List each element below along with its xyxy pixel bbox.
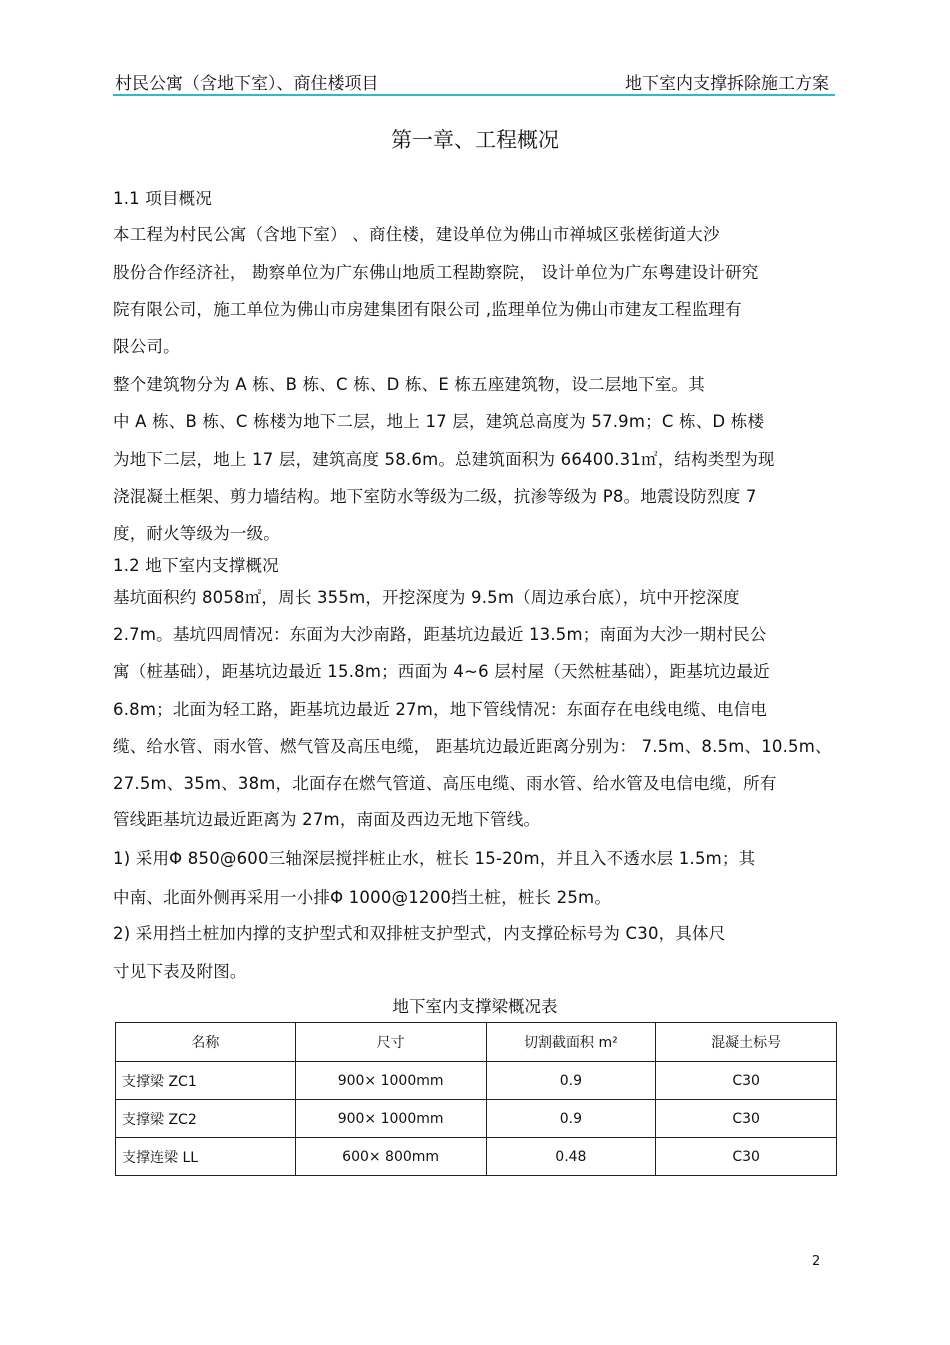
table-cell: C30 (656, 1100, 837, 1138)
table-cell: 0.9 (486, 1062, 656, 1100)
table-row (116, 1100, 837, 1138)
table-cell: 支撑梁 ZC2 (116, 1100, 296, 1138)
header-document-name: 地下室内支撑拆除施工方案 (625, 74, 829, 94)
table-cell: 600× 800mm (295, 1138, 486, 1176)
paragraph-line: 院有限公司，施工单位为佛山市房建集团有限公司 ,监理单位为佛山市建友工程监理有 (113, 300, 742, 319)
table-cell: C30 (656, 1138, 837, 1176)
paragraph-line: 股份合作经济社， 勘察单位为广东佛山地质工程勘察院， 设计单位为广东粤建设计研究 (113, 263, 759, 282)
table-cell: 900× 1000mm (295, 1062, 486, 1100)
table-row (116, 1062, 837, 1100)
paragraph-line: 27.5m、35m、38m，北面存在燃气管道、高压电缆、雨水管、给水管及电信电缆，所有 (113, 774, 777, 793)
paragraph-line: 寸见下表及附图。 (113, 962, 247, 981)
paragraph-line: 寓（桩基础），距基坑边最近 15.8m；西面为 4~6 层村屋（天然桩基础），距基坑边最近 (113, 662, 770, 681)
col-header-name: 名称 (116, 1023, 296, 1062)
paragraph-line: 本工程为村民公寓（含地下室） 、商住楼，建设单位为佛山市禅城区张槎街道大沙 (113, 225, 720, 244)
paragraph-line: 浇混凝土框架、剪力墙结构。地下室防水等级为二级，抗渗等级为 P8。地震设防烈度 7 (113, 487, 757, 506)
paragraph-line: 为地下二层，地上 17 层，建筑高度 58.6m。总建筑面积为 66400.31㎡，结构类型为现 (113, 450, 775, 469)
table-cell: 900× 1000mm (295, 1100, 486, 1138)
paragraph-line: 1) 采用Φ 850@600三轴深层搅拌桩止水，桩长 15-20m，并且入不透水层 1.5m；其 (113, 849, 756, 868)
paragraph-line: 6.8m；北面为轻工路，距基坑边最近 27m，地下管线情况：东面存在电线电缆、电信电 (113, 700, 768, 719)
paragraph-line: 整个建筑物分为 A 栋、B 栋、C 栋、D 栋、E 栋五座建筑物，设二层地下室。其 (113, 375, 705, 394)
col-header-area: 切割截面积 m² (486, 1023, 656, 1062)
paragraph-line: 限公司。 (113, 337, 180, 356)
chapter-title: 第一章、工程概况 (391, 128, 559, 152)
col-header-size: 尺寸 (295, 1023, 486, 1062)
section-heading-1-1: 1.1 项目概况 (113, 189, 213, 208)
table-caption: 地下室内支撑梁概况表 (392, 997, 558, 1016)
paragraph-line: 2.7m。基坑四周情况：东面为大沙南路，距基坑边最近 13.5m；南面为大沙一期村民公 (113, 625, 767, 644)
table-cell: 0.48 (486, 1138, 656, 1176)
paragraph-line: 管线距基坑边最近距离为 27m，南面及西边无地下管线。 (113, 810, 541, 829)
support-beam-table (115, 1022, 837, 1176)
table-cell: 0.9 (486, 1100, 656, 1138)
paragraph-line: 基坑面积约 8058㎡，周长 355m，开挖深度为 9.5m（周边承台底），坑中开挖深度 (113, 588, 740, 607)
section-heading-1-2: 1.2 地下室内支撑概况 (113, 556, 279, 575)
table-cell: C30 (656, 1062, 837, 1100)
paragraph-line: 中南、北面外侧再采用一小排Φ 1000@1200挡土桩，桩长 25m。 (113, 888, 612, 907)
page-header (113, 66, 835, 96)
header-project-name: 村民公寓（含地下室）、商住楼项目 (115, 74, 379, 94)
paragraph-line: 2) 采用挡土桩加内撑的支护型式和双排桩支护型式，内支撑砼标号为 C30，具体尺 (113, 924, 726, 943)
paragraph-line: 度，耐火等级为一级。 (113, 524, 280, 543)
table-row (116, 1138, 837, 1176)
table-header-row (116, 1023, 837, 1062)
page-number: 2 (812, 1254, 821, 1269)
table-cell: 支撑梁 ZC1 (116, 1062, 296, 1100)
col-header-concrete-grade: 混凝土标号 (656, 1023, 837, 1062)
paragraph-line: 缆、给水管、雨水管、燃气管及高压电缆， 距基坑边最近距离分别为： 7.5m、8.5m、10.5m、 (113, 737, 832, 756)
paragraph-line: 中 A 栋、B 栋、C 栋楼为地下二层，地上 17 层，建筑总高度为 57.9m；C 栋、D 栋楼 (113, 412, 765, 431)
table-cell: 支撑连梁 LL (116, 1138, 296, 1176)
